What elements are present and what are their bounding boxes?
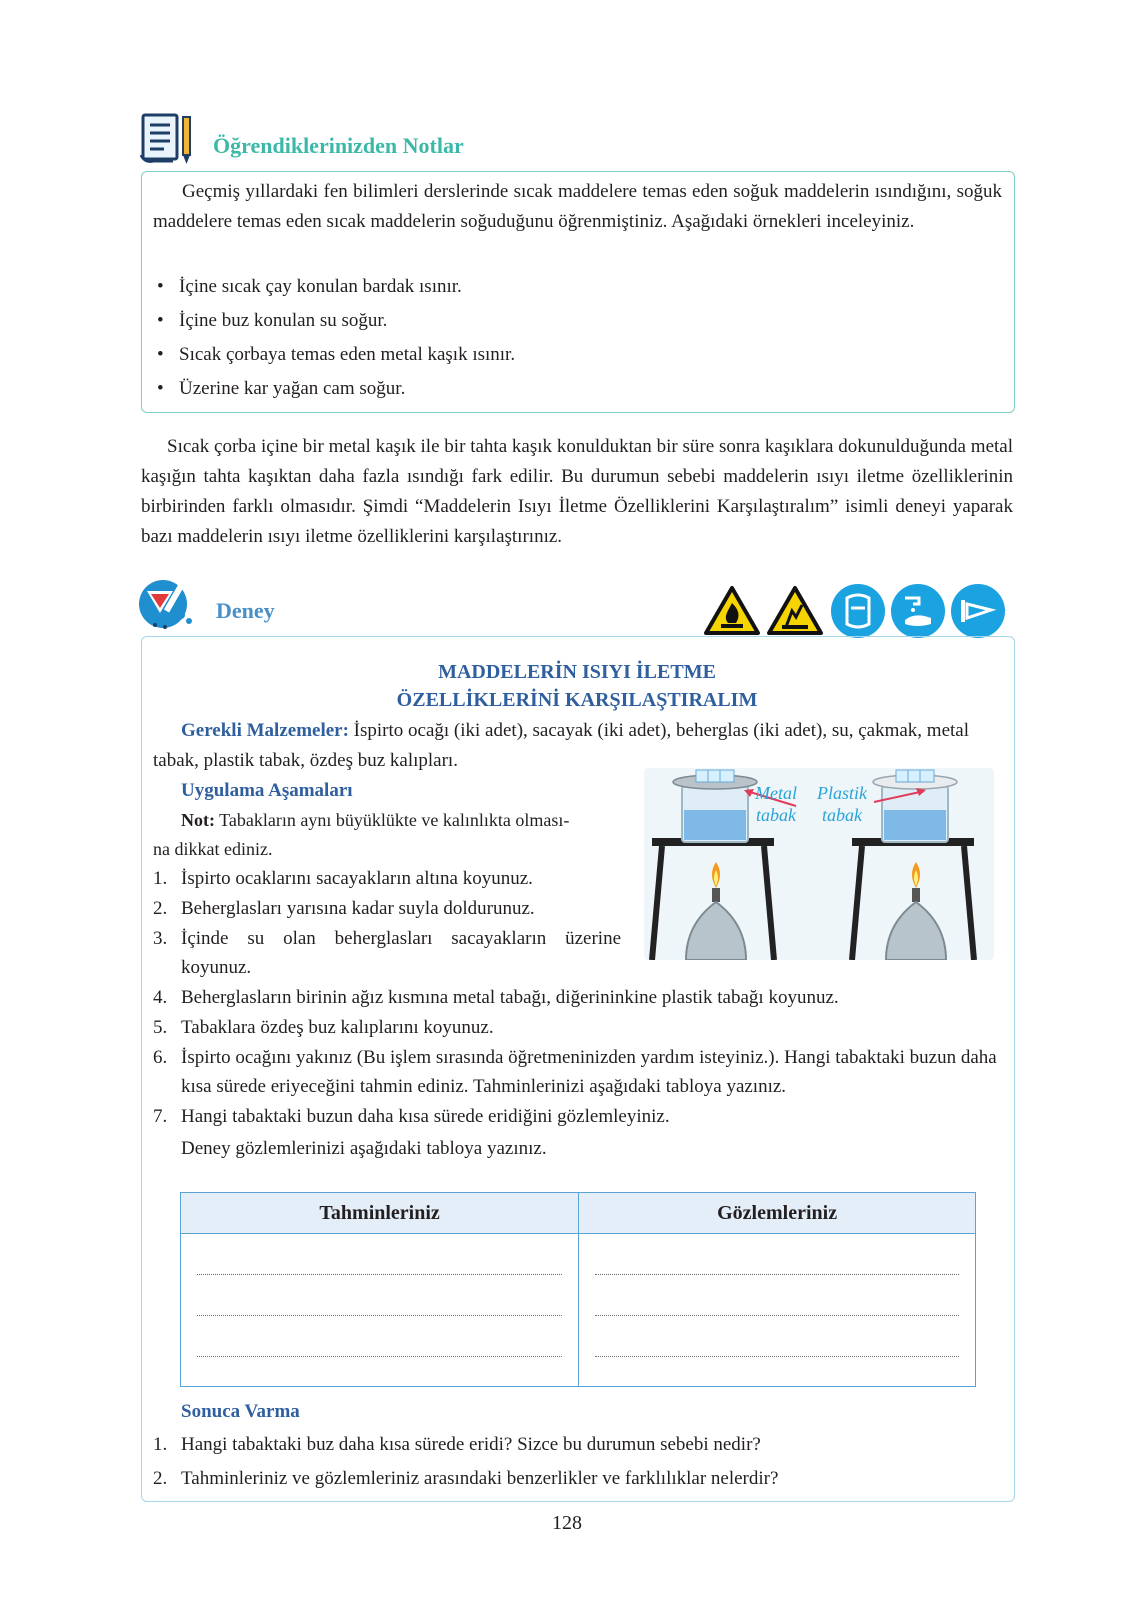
conclusion-question-2: [153, 1464, 1003, 1493]
dotted-line: [197, 1248, 562, 1275]
step-text: İspirto ocaklarını sacayakların altına koyunuz.: [181, 868, 533, 889]
step-1: [153, 864, 623, 893]
note-label: Not:: [181, 810, 215, 830]
conclusion-question-1: [153, 1430, 1003, 1459]
step-number: 2.: [153, 898, 168, 919]
label-line: Plastik: [817, 783, 867, 803]
step-text: İçinde su olan beherglasları sacayakların üzerine koyunuz.: [181, 928, 621, 978]
notes-icon: [139, 113, 195, 172]
metal-plate-label: [748, 782, 804, 826]
step-2: [153, 894, 623, 923]
corrosive-warning-icon: [766, 585, 824, 642]
predictions-cell[interactable]: [181, 1234, 579, 1387]
flammable-warning-icon: [703, 585, 761, 642]
step-text: Beherglasların birinin ağız kısmına metal tabağı, diğerininkine plastik tabağı koyunuz.: [181, 987, 839, 1008]
notes-bullet-list: [153, 270, 993, 406]
dotted-line: [197, 1289, 562, 1316]
materials-text: İspirto ocağı (iki adet), sacayak (iki adet), beherglas (iki adet), su, çakmak, metal tabak, plastik tabak, özdeş buz kalıpları.: [153, 720, 970, 771]
dotted-line: [595, 1330, 959, 1357]
observations-cell[interactable]: [579, 1234, 976, 1387]
note: [153, 806, 623, 864]
conclusion-heading: Sonuca Varma: [181, 1401, 300, 1422]
step-number: 4.: [153, 987, 168, 1008]
list-item: • İçine buz konulan su soğur.: [153, 304, 993, 338]
predictions-header: Tahminleriniz: [181, 1193, 579, 1234]
question-number: 2.: [153, 1468, 168, 1489]
materials-label: Gerekli Malzemeler:: [181, 720, 349, 741]
steps-heading: Uygulama Aşamaları: [181, 780, 353, 801]
experiment-figure: [644, 768, 994, 960]
observation-table: [180, 1192, 976, 1387]
step-4: [153, 983, 1003, 1012]
label-line: tabak: [756, 805, 796, 825]
face-shield-icon: [831, 584, 885, 638]
experiment-icon: [137, 577, 195, 636]
step-number: 3.: [153, 928, 168, 949]
dotted-line: [595, 1248, 959, 1275]
label-line: tabak: [822, 805, 862, 825]
experiment-title-line2: ÖZELLİKLERİNİ KARŞILAŞTIRALIM: [396, 689, 758, 711]
step-text: Hangi tabaktaki buzun daha kısa sürede eridiğini gözlemleyiniz.: [181, 1106, 670, 1127]
question-text: Tahminleriniz ve gözlemleriniz arasındaki benzerlikler ve farklılıklar nelerdir?: [181, 1468, 779, 1489]
step-text: Beherglasları yarısına kadar suyla doldurunuz.: [181, 898, 535, 919]
page-number: 128: [552, 1512, 582, 1534]
lab-coat-icon: [951, 584, 1005, 638]
notes-title: Öğrendiklerinizden Notlar: [213, 133, 464, 158]
experiment-label: Deney: [216, 598, 275, 623]
experiment-title-line1: MADDELERİN ISIYI İLETME: [438, 661, 716, 683]
step-6: [153, 1043, 1003, 1101]
step-7: [153, 1102, 1003, 1131]
step-text: İspirto ocağını yakınız (Bu işlem sırasında öğretmeninizden yardım isteyiniz.). Hangi tabaktaki buzun daha kısa sürede eriyeceğini tahmin ediniz. Tahminlerinizi aşağıdaki tabloya yazınız.: [181, 1047, 997, 1097]
list-item: • Sıcak çorbaya temas eden metal kaşık ısınır.: [153, 338, 993, 372]
question-number: 1.: [153, 1434, 168, 1455]
note-text: Tabakların aynı büyüklükte ve kalınlıkta olması-: [215, 810, 570, 830]
notes-paragraph: Geçmiş yıllardaki fen bilimleri derslerinde sıcak maddelere temas eden soğuk maddelerin ısındığını, soğuk maddelere temas eden sıcak maddelerin soğuduğunu öğrenmiştiniz. Aşağıdaki örnekleri inceleyiniz.: [153, 181, 1002, 232]
experiment-title: [141, 658, 1013, 714]
step-number: 7.: [153, 1106, 168, 1127]
step-number: 6.: [153, 1047, 168, 1068]
step-text: Tabaklara özdeş buz kalıplarını koyunuz.: [181, 1017, 494, 1038]
list-item: • İçine sıcak çay konulan bardak ısınır.: [153, 270, 993, 304]
plastic-plate-label: [810, 782, 874, 826]
note-text-continued: na dikkat ediniz.: [153, 839, 273, 859]
after-steps-text: Deney gözlemlerinizi aşağıdaki tabloya yazınız.: [181, 1138, 547, 1159]
step-number: 1.: [153, 868, 168, 889]
observations-header: Gözlemleriniz: [579, 1193, 976, 1234]
step-number: 5.: [153, 1017, 168, 1038]
label-line: Metal: [755, 783, 797, 803]
intro-paragraph: Sıcak çorba içine bir metal kaşık ile bir tahta kaşık konulduktan bir süre sonra kaşıklara dokunulduğunda metal kaşığın tahta kaşıktan daha fazla ısındığı fark edilir. Bu durumun sebebi maddelerin ısıyı iletme özelliklerinin birbirinden farklı olmasıdır. Şimdi “Maddelerin Isıyı İletme Özelliklerini Karşılaştıralım” isimli deneyi yaparak bazı maddelerin ısıyı iletme özelliklerini karşılaştırınız.: [141, 436, 1013, 547]
dotted-line: [197, 1330, 562, 1357]
materials: [153, 716, 1003, 776]
list-item: • Üzerine kar yağan cam soğur.: [153, 372, 993, 406]
step-3: [153, 924, 628, 982]
hand-wash-icon: [891, 584, 945, 638]
step-5: [153, 1013, 1003, 1042]
dotted-line: [595, 1289, 959, 1316]
question-text: Hangi tabaktaki buz daha kısa sürede eridi? Sizce bu durumun sebebi nedir?: [181, 1434, 761, 1455]
